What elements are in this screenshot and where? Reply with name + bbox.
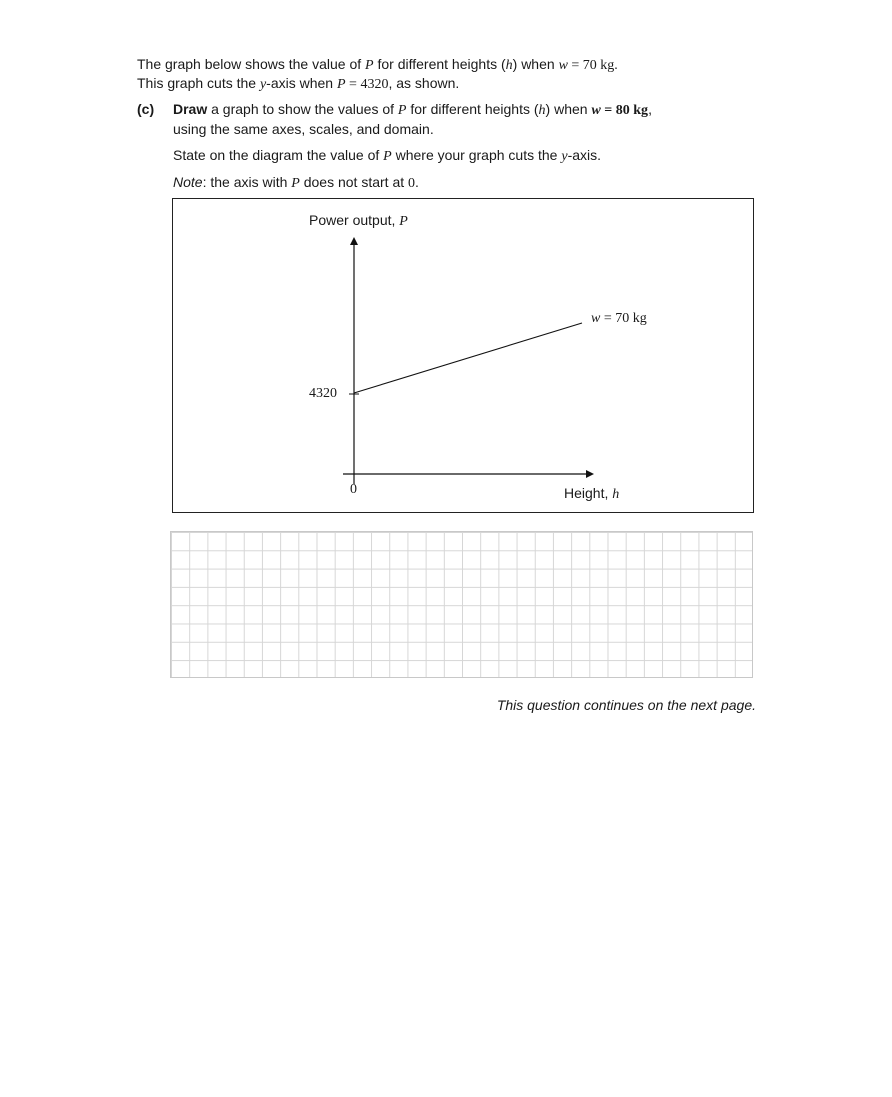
part-c-label: (c) — [137, 101, 155, 117]
graph-diagram — [172, 198, 754, 513]
line-label-w70: w = 70 kg — [591, 311, 647, 326]
intercept-label: 4320 — [309, 386, 337, 401]
part-c-line-2: using the same axes, scales, and domain. — [173, 121, 434, 137]
line-w70 — [354, 323, 582, 393]
answer-grid[interactable] — [170, 531, 753, 678]
part-c-line-1: Draw a graph to show the values of P for different heights (h) when w = 80 kg, — [173, 101, 652, 118]
x-axis-label: Height, h — [564, 485, 620, 502]
part-c-line-3: State on the diagram the value of P where your graph cuts the y-axis. — [173, 147, 602, 164]
origin-label: 0 — [350, 482, 357, 497]
intro-line-2: This graph cuts the y-axis when P = 4320, as shown. — [137, 75, 460, 92]
part-c-note: Note: the axis with P does not start at 0. — [173, 174, 419, 191]
intro-line-1: The graph below shows the value of P for different heights (h) when w = 70 kg. — [137, 56, 618, 73]
continue-note: This question continues on the next page. — [496, 697, 756, 713]
graph-svg — [173, 199, 755, 514]
y-axis-label: Power output, P — [309, 212, 408, 229]
